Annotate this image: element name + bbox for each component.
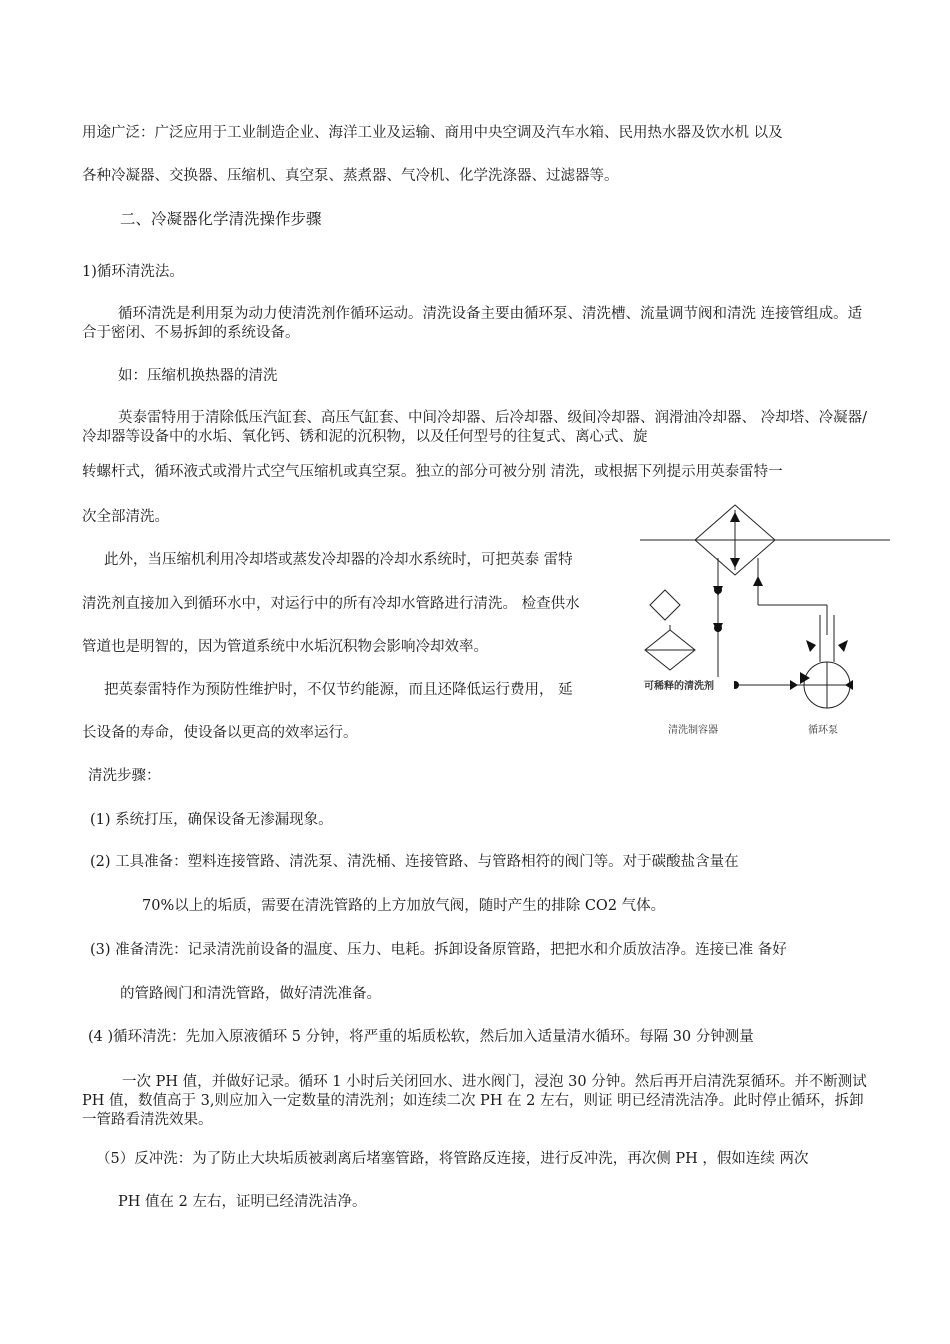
- paragraph-maintenance-end: 长设备的寿命，使设备以更高的效率运行。: [82, 725, 358, 741]
- step-2-cont: 70%以上的垢质，需要在清洗管路的上方加放气阀，随时产生的排除 CO2 气体。: [142, 898, 666, 914]
- step-5-cont: PH 值在 2 左右，证明已经清洗洁净。: [118, 1194, 367, 1210]
- paragraph-maintenance: 把英泰雷特作为预防性维护时，不仅节约能源，而且还降低运行费用， 延: [104, 682, 573, 698]
- label-pump: 循环泵: [808, 725, 838, 736]
- label-dilute-cleaner: 可稀释的清洗剂: [644, 681, 714, 692]
- cleaning-circuit-svg: [640, 500, 900, 750]
- paragraph-product-end: 次全部清洗。: [82, 509, 169, 525]
- step-1: (1) 系统打压，确保设备无渗漏现象。: [90, 812, 333, 828]
- section-heading: 二、冷凝器化学清洗操作步骤: [120, 210, 322, 228]
- paragraph-cooling: 此外，当压缩机利用冷却塔或蒸发冷却器的冷却水系统时，可把英泰 雷特: [104, 552, 573, 568]
- method-title: 1)循环清洗法。: [82, 264, 184, 280]
- example-title: 如：压缩机换热器的清洗: [118, 368, 278, 384]
- step-4-cont: 一次 PH 值，并做好记录。循环 1 小时后关闭回水、进水阀门，浸泡 30 分钟。然后再开启清洗泵循环。并不断测试 PH 值，数值高于 3,则应加入一定数量的清洗剂；如连续二次 PH 在 2 左右，则证 明已经清洗洁净。此时停止循环，拆卸一管路看清洗效果。: [82, 1074, 867, 1128]
- paragraph-cooling-cont: 清洗剂直接加入到循环水中，对运行中的所有冷却水管路进行清洗。 检查供水: [82, 596, 580, 612]
- paragraph-usage-cont: 各种冷凝器、交换器、压缩机、真空泵、蒸煮器、气冷机、化学洗涤器、过滤器等。: [82, 168, 619, 184]
- paragraph-usage: 用途广泛：广泛应用于工业制造企业、海洋工业及运输、商用中央空调及汽车水箱、民用热水器及饮水机 以及: [82, 125, 783, 141]
- label-container: 清洗制容器: [668, 725, 718, 736]
- paragraph-product: 英泰雷特用于清除低压汽缸套、高压气缸套、中间冷却器、后冷却器、级间冷却器、润滑油冷却器、 冷却塔、冷凝器/冷却器等设备中的水垢、氧化钙、锈和泥的沉积物，以及任何型号的往复式、离心式、旋: [82, 410, 867, 445]
- step-3-cont: 的管路阀门和清洗管路，做好清洗准备。: [120, 986, 381, 1002]
- paragraph-cooling-end: 管道也是明智的，因为管道系统中水垢沉积物会影响冷却效率。: [82, 639, 488, 655]
- step-5: （5）反冲洗：为了防止大块垢质被剥离后堵塞管路，将管路反连接，进行反冲洗，再次侧 PH ，假如连续 两次: [96, 1151, 809, 1167]
- step-3: (3) 准备清洗：记录清洗前设备的温度、压力、电耗。拆卸设备原管路，把把水和介质放洁净。连接已准 备好: [90, 942, 787, 958]
- paragraph-circulation: 循环清洗是利用泵为动力使清洗剂作循环运动。清洗设备主要由循环泵、清洗槽、流量调节阀和清洗 连接管组成。适合于密闭、不易拆卸的系统设备。: [82, 306, 863, 341]
- steps-title: 清洗步骤：: [88, 768, 161, 784]
- step-2: (2) 工具准备：塑料连接管路、清洗泵、清洗桶、连接管路、与管路相符的阀门等。对于碳酸盐含量在: [90, 854, 739, 870]
- cleaning-circuit-diagram: [640, 500, 900, 750]
- paragraph-product-cont: 转螺杆式，循环液式或滑片式空气压缩机或真空泵。独立的部分可被分别 清洗，或根据下列提示用英泰雷特一: [82, 464, 783, 480]
- step-4: (4 )循环清洗：先加入原液循环 5 分钟，将严重的垢质松软，然后加入适量清水循环。每隔 30 分钟测量: [88, 1029, 754, 1045]
- container-top-diamond: [650, 590, 680, 620]
